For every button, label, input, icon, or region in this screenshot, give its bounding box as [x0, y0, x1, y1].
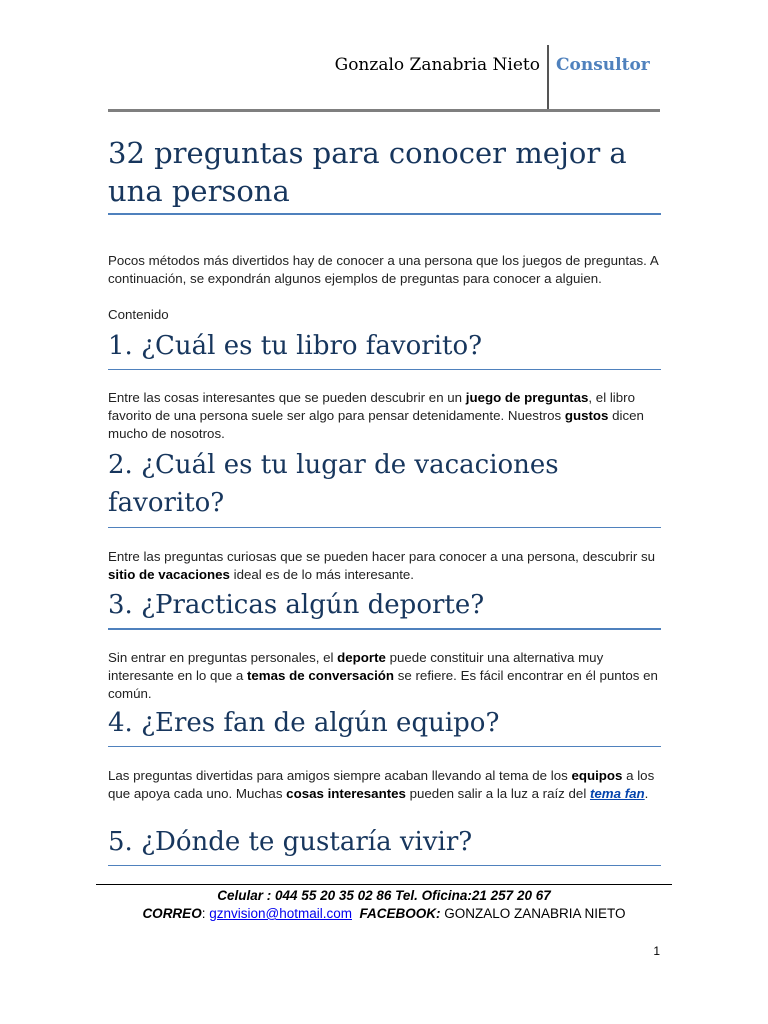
text-run: Entre las preguntas curiosas que se pueden hacer para conocer a una persona, descubrir su — [108, 549, 655, 564]
bold-term: sitio de vacaciones — [108, 567, 230, 582]
bold-term: temas de conversación — [246, 668, 395, 683]
text-run: Entre las cosas interesantes que se pueden descubrir en un — [108, 390, 466, 405]
section-heading-2: 2. ¿Cuál es tu lugar de vacaciones favorito? — [108, 450, 559, 518]
footer-contact-line — [96, 906, 672, 921]
title-rule — [108, 213, 661, 215]
header-separator — [547, 45, 549, 109]
footer-rule — [96, 884, 672, 885]
page-title: 32 preguntas para conocer mejor a una persona — [108, 136, 627, 208]
section-rule-4 — [108, 746, 661, 747]
text-run: . — [644, 786, 649, 801]
section-rule-3 — [108, 628, 661, 630]
contents-label: Contenido — [108, 307, 169, 322]
section-paragraph-2 — [108, 548, 668, 584]
header-author: Gonzalo Zanabria Nieto — [334, 55, 540, 75]
bold-term: equipos — [571, 768, 623, 783]
section-paragraph-1 — [108, 389, 668, 443]
text-run: a los que apoya cada uno. Muchas — [108, 768, 655, 801]
text-run: Las preguntas divertidas para amigos siempre acaban llevando al tema de los — [108, 768, 572, 783]
bold-term: juego de preguntas — [465, 390, 589, 405]
text-run: ideal es de lo más interesante. — [229, 567, 414, 582]
section-rule-2 — [108, 527, 661, 528]
text-run: : — [201, 906, 210, 921]
section-heading-3: 3. ¿Practicas algún deporte? — [108, 590, 485, 620]
section-paragraph-4 — [108, 767, 668, 803]
text-run: , el libro favorito de una persona suele ser algo para pensar detenidamente. Nuestros — [108, 390, 635, 423]
tema-fan-link[interactable]: tema fan — [589, 786, 645, 801]
section-rule-1 — [108, 369, 661, 370]
text-run: Sin entrar en preguntas personales, el — [108, 650, 338, 665]
correo-label: CORREO — [142, 906, 202, 921]
text-run: pueden salir a la luz a raíz del — [405, 786, 590, 801]
text-run: dicen mucho de nosotros. — [108, 408, 644, 441]
section-heading-5: 5. ¿Dónde te gustaría vivir? — [108, 827, 473, 857]
facebook-value: GONZALO ZANABRIA NIETO — [440, 906, 626, 921]
bold-term: gustos — [564, 408, 609, 423]
text-run: puede constituir una alternativa muy interesante en lo que a — [108, 650, 604, 683]
section-paragraph-3 — [108, 649, 668, 703]
bold-term: deporte — [337, 650, 386, 665]
section-heading-4: 4. ¿Eres fan de algún equipo? — [108, 708, 500, 738]
intro-paragraph: Pocos métodos más divertidos hay de conocer a una persona que los juegos de preguntas. A continuación, se expondrán algunos ejemplos de preguntas para conocer a alguien. — [108, 253, 658, 286]
section-rule-5 — [108, 865, 661, 866]
text-run: se refiere. Es fácil encontrar en él puntos en común. — [108, 668, 658, 701]
bold-term: cosas interesantes — [286, 786, 406, 801]
header-role: Consultor — [556, 55, 650, 75]
section-heading-1: 1. ¿Cuál es tu libro favorito? — [108, 331, 483, 361]
header-rule — [108, 109, 660, 112]
email-link[interactable]: gznvision@hotmail.com — [209, 906, 352, 921]
footer-phone-line: Celular : 044 55 20 35 02 86 Tel. Oficina:21 257 20 67 — [217, 888, 551, 903]
facebook-label: FACEBOOK: — [359, 906, 441, 921]
page-number: 1 — [653, 944, 660, 958]
